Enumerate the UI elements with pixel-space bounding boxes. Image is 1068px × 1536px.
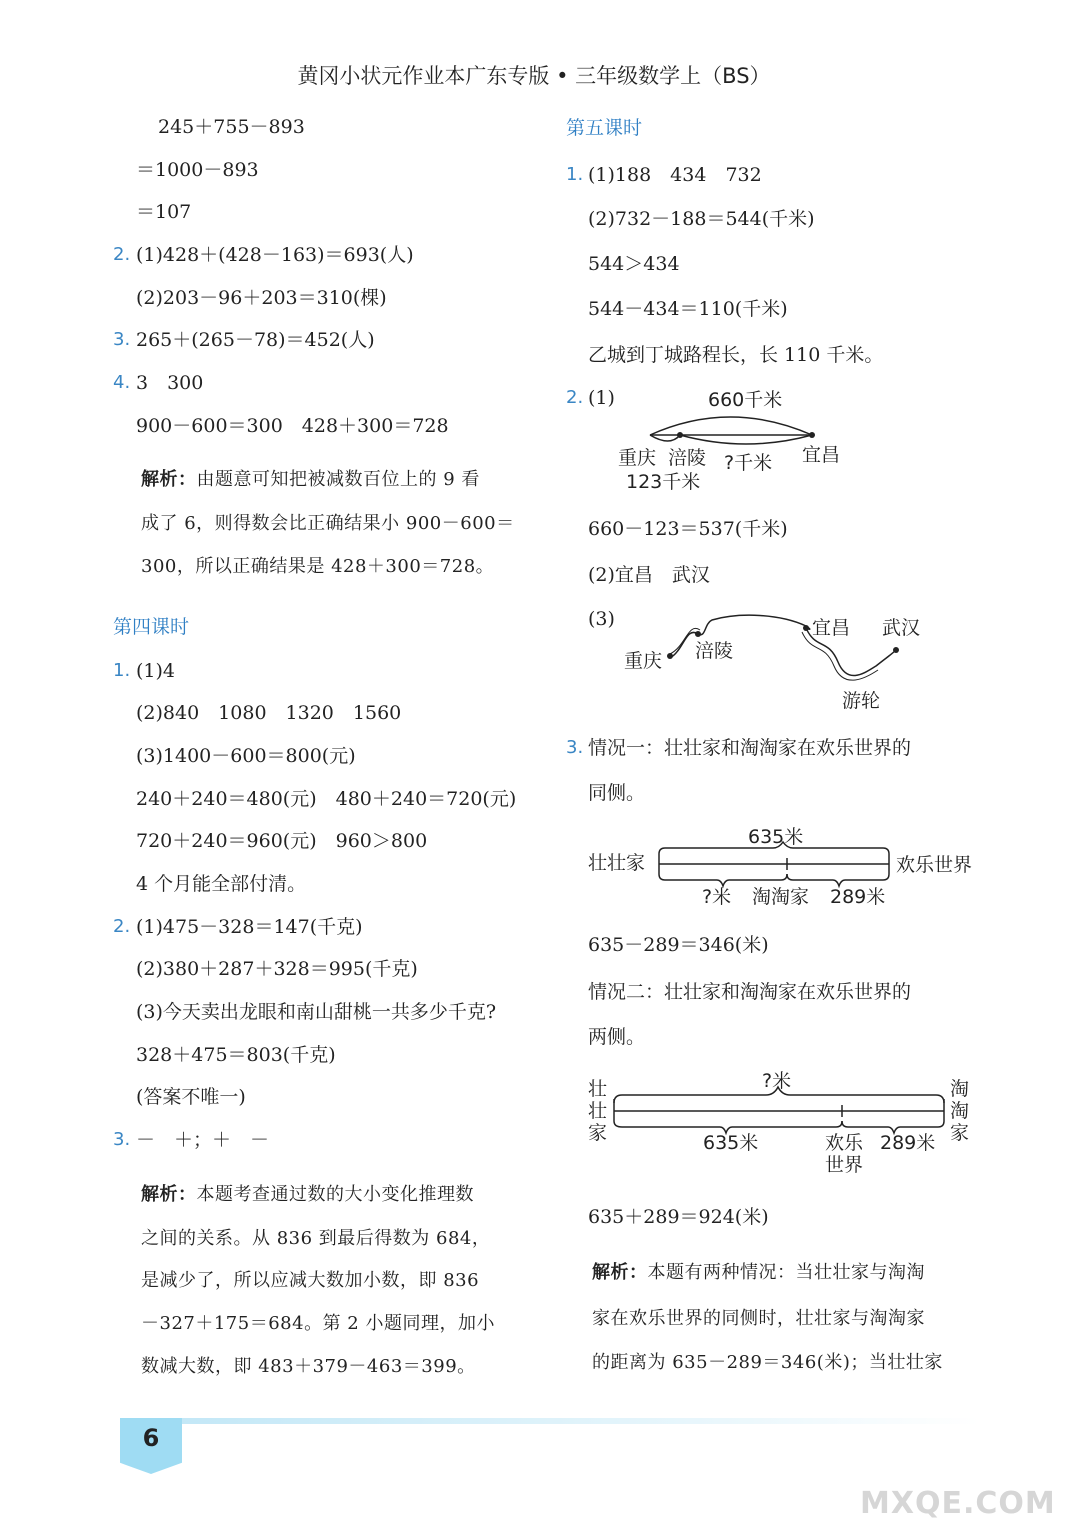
question-number: 4.: [113, 372, 131, 393]
answer-line: (答案不唯一): [136, 1086, 246, 1108]
question-number: 3.: [113, 329, 131, 350]
watermark: MXQE.COM: [860, 1486, 1056, 1521]
explanation-line: 解析：本题考查通过数的大小变化推理数: [141, 1184, 474, 1205]
answer-line: (1)188 434 732: [588, 164, 762, 186]
explanation-line: －327＋175＝684。第 2 小题同理，加小: [141, 1313, 495, 1334]
explanation-line: 数减大数，即 483＋379－463＝399。: [141, 1356, 476, 1377]
diagram-label: 淘淘家: [950, 1078, 970, 1144]
answer-line: (3)今天卖出龙眼和南山甜桃一共多少千克?: [136, 1001, 497, 1023]
explanation-label: 解析：: [592, 1262, 648, 1283]
diagram-label: 欢乐世界: [824, 1132, 863, 1176]
question-number: 1.: [113, 660, 131, 681]
explanation-line: 是减少了，所以应减大数加小数，即 836: [141, 1270, 480, 1291]
calc-line: ＝1000－893: [136, 159, 259, 181]
answer-line: 3 300: [136, 372, 204, 394]
explanation-line: 的距离为 635－289＝346(米)；当壮壮家: [592, 1352, 943, 1373]
question-number: 1.: [566, 164, 584, 185]
section-title: 第四课时: [113, 616, 190, 638]
answer-line: (2)203－96＋203＝310(棵): [136, 287, 387, 309]
diagram-label: 欢乐世界: [896, 854, 973, 876]
answer-line: (1)475－328＝147(千克): [136, 916, 363, 938]
answer-line: (2)380＋287＋328＝995(千克): [136, 958, 418, 980]
answer-line: (3)1400－600＝800(元): [136, 745, 356, 767]
explanation-label: 解析：: [141, 469, 197, 490]
question-number: 2.: [113, 916, 131, 937]
answer-line: (1)4: [136, 660, 176, 682]
answer-line: 同侧。: [588, 782, 646, 804]
question-number: 3.: [566, 737, 584, 758]
diagram-label: 武汉: [882, 617, 921, 639]
answer-line: (2)宜昌 武汉: [588, 564, 710, 586]
answer-line: (3): [588, 608, 615, 630]
answer-line: 情况一：壮壮家和淘淘家在欢乐世界的: [588, 737, 912, 759]
question-number: 2.: [566, 387, 584, 408]
calc-line: ＝107: [136, 201, 192, 223]
explanation-line: 解析：由题意可知把被减数百位上的 9 看: [141, 469, 480, 490]
diagram-label: 289米: [880, 1132, 936, 1154]
diagram-label: 壮壮家: [588, 1078, 608, 1144]
explanation-line: 300，所以正确结果是 428＋300＝728。: [141, 556, 495, 577]
answer-line: 4 个月能全部付清。: [136, 873, 307, 895]
answer-line: (1): [588, 387, 615, 409]
diagram-label: 壮壮家: [588, 852, 646, 874]
diagram-label: 涪陵: [668, 447, 707, 469]
answer-line: 720＋240＝960(元) 960＞800: [136, 830, 428, 852]
answer-line: (2)732－188＝544(千米): [588, 208, 815, 230]
answer-line: (2)840 1080 1320 1560: [136, 702, 402, 724]
answer-line: 情况二：壮壮家和淘淘家在欢乐世界的: [588, 981, 912, 1003]
diagram-label: 289米: [830, 886, 886, 908]
section-title: 第五课时: [566, 117, 643, 139]
answer-line: 544－434＝110(千米): [588, 298, 788, 320]
diagram-label: ?米: [702, 886, 732, 908]
answer-line: 900－600＝300 428＋300＝728: [136, 415, 449, 437]
diagram-label: ?米: [762, 1070, 792, 1092]
explanation-line: 之间的关系。从 836 到最后得数为 684，: [141, 1228, 491, 1249]
diagram-label: 635米: [748, 826, 804, 848]
diagram-label: 635米: [703, 1132, 759, 1154]
answer-line: 635＋289＝924(米): [588, 1206, 769, 1228]
explanation-label: 解析：: [141, 1184, 197, 1205]
answer-line: (1)428＋(428－163)＝693(人): [136, 244, 414, 266]
explanation-line: 解析：本题有两种情况：当壮壮家与淘淘: [592, 1262, 925, 1283]
answer-line: 乙城到丁城路程长，长 110 千米。: [588, 344, 884, 366]
question-number: 3.: [113, 1129, 131, 1150]
diagram-label: 重庆: [624, 650, 663, 672]
answer-line: 328＋475＝803(千克): [136, 1044, 336, 1066]
footer-band: [120, 1418, 980, 1424]
calc-line: 245＋755－893: [158, 116, 305, 138]
answer-line: 660－123＝537(千米): [588, 518, 788, 540]
answer-line: 两侧。: [588, 1026, 646, 1048]
answer-line: 635－289＝346(米): [588, 934, 769, 956]
diagram-label: 123千米: [626, 471, 701, 493]
page-number: 6: [142, 1424, 160, 1452]
diagram-label: 660千米: [708, 389, 783, 411]
diagram-label: 涪陵: [695, 640, 734, 662]
explanation-line: 成了 6，则得数会比正确结果小 900－600＝: [141, 513, 515, 534]
explanation-line: 家在欢乐世界的同侧时，壮壮家与淘淘家: [592, 1308, 925, 1329]
diagram-label: 重庆: [618, 447, 657, 469]
answer-line: － ＋；＋ －: [136, 1129, 270, 1151]
page-header: 黄冈小状元作业本广东专版 • 三年级数学上（BS）: [297, 64, 771, 88]
answer-line: 240＋240＝480(元) 480＋240＝720(元): [136, 788, 517, 810]
answer-line: 265＋(265－78)＝452(人): [136, 329, 375, 351]
diagram-label: 游轮: [842, 690, 881, 712]
diagram-label: 宜昌: [802, 444, 841, 466]
diagram-label: ?千米: [724, 452, 773, 474]
diagram-label: 淘淘家: [752, 886, 810, 908]
question-number: 2.: [113, 244, 131, 265]
answer-line: 544＞434: [588, 253, 680, 275]
diagram-label: 宜昌: [812, 617, 851, 639]
